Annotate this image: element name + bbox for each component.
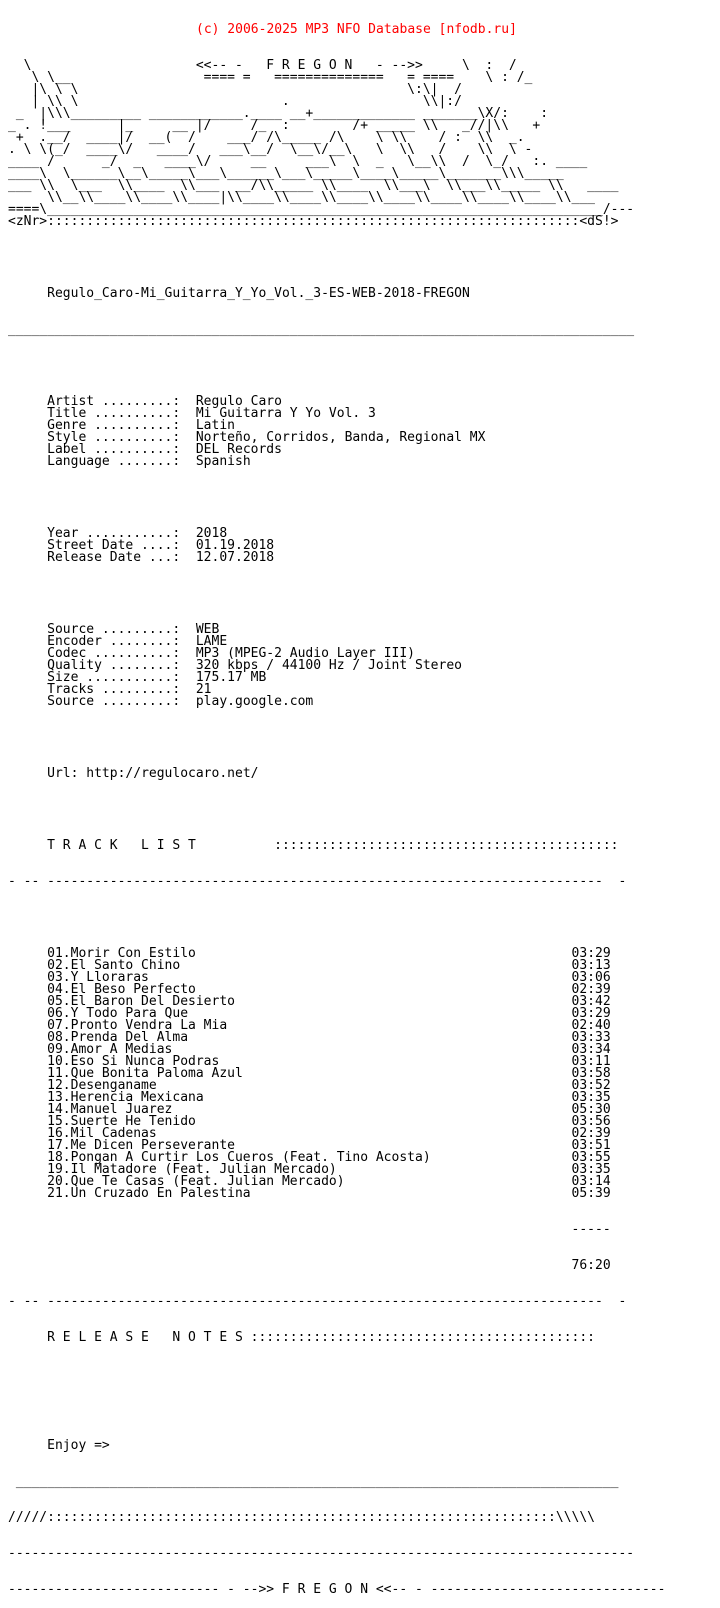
info-label: Quality ........: — [47, 658, 181, 673]
blank-line — [8, 732, 712, 744]
logo-line: _ |\\\_________ ____________.____ __+_____________ _______\X/: : — [8, 106, 549, 121]
track-time: 03:51 — [571, 1138, 611, 1153]
release-name-text: Regulo_Caro-Mi_Guitarra_Y_Yo_Vol._3-ES-WEB-2018-FREGON — [47, 286, 470, 301]
info-value: 175.17 MB — [195, 670, 267, 685]
info-value: 01.19.2018 — [195, 538, 275, 553]
info-label: Genre ..........: — [47, 418, 181, 433]
track-title: 10.Eso Si Nunca Podras — [47, 1054, 220, 1069]
track-title: 17.Me Dicen Perseverante — [47, 1138, 235, 1153]
footer-underscore: _____________________________________________________________________________ — [8, 1474, 619, 1489]
logo-line: <zNr>::::::::::::::::::::::::::::::::::::::::::::::::::::::::::::::::::::<dS!> — [8, 214, 619, 229]
total-line — [8, 1260, 712, 1272]
blank-line — [8, 1368, 712, 1380]
nfo-document — [8, 0, 712, 1608]
info-value: Norteño, Corridos, Banda, Regional MX — [195, 430, 486, 445]
total-time: 76:20 — [571, 1258, 611, 1273]
track-time: 03:06 — [571, 970, 611, 985]
track-time: 03:52 — [571, 1078, 611, 1093]
total-rule-line — [8, 1224, 712, 1236]
track-time: 03:35 — [571, 1090, 611, 1105]
track-title: 13.Herencia Mexicana — [47, 1090, 204, 1105]
info-label: Label ..........: — [47, 442, 181, 457]
track-list-dots: :::::::::::::::::::::::::::::::::::::::::::: — [274, 838, 619, 853]
track-time: 03:34 — [571, 1042, 611, 1057]
info-value: WEB — [195, 622, 220, 637]
info-label: Encoder ........: — [47, 634, 181, 649]
info-value: Mi Guitarra Y Yo Vol. 3 — [195, 406, 376, 421]
logo-line: \\__\\____\\____\\____|\\____\\____\\____\\____\\____\\____\\____\\___ — [8, 190, 595, 205]
info-value: MP3 (MPEG-2 Audio Layer III) — [195, 646, 416, 661]
track-title: 15.Suerte He Tenido — [47, 1114, 196, 1129]
footer-dashes: -------------------------------------------------------------------------------- — [8, 1546, 635, 1561]
info-value: play.google.com — [195, 694, 314, 709]
track-time: 03:42 — [571, 994, 611, 1009]
track-title: 11.Que Bonita Paloma Azul — [47, 1066, 243, 1081]
info-row — [8, 456, 712, 468]
track-title: 06.Y Todo Para Que — [47, 1006, 189, 1021]
track-time: 03:13 — [571, 958, 611, 973]
logo-line: |\ \ \ \:\| / — [8, 82, 462, 97]
track-title: 19.Il Matadore (Feat. Julian Mercado) — [47, 1162, 337, 1177]
track-time: 03:33 — [571, 1030, 611, 1045]
rule-dashed-1: - -- ----------------------------------------------------------------------- - — [8, 874, 627, 889]
track-title: 21.Un Cruzado En Palestina — [47, 1186, 251, 1201]
info-label: Style ..........: — [47, 430, 181, 445]
blank-line — [8, 804, 712, 816]
url-label: Url: — [47, 766, 79, 781]
track-time: 02:39 — [571, 1126, 611, 1141]
info-label: Year ...........: — [47, 526, 181, 541]
track-title: 01.Morir Con Estilo — [47, 946, 196, 961]
track-title: 05.El Baron Del Desierto — [47, 994, 235, 1009]
track-time: 03:11 — [571, 1054, 611, 1069]
info-row — [8, 696, 712, 708]
track-time: 03:58 — [571, 1066, 611, 1081]
track-title: 02.El Santo Chino — [47, 958, 181, 973]
release-notes-text-line — [8, 1440, 712, 1452]
blank-line — [8, 252, 712, 264]
track-title: 03.Y Lloraras — [47, 970, 149, 985]
track-title: 07.Pronto Vendra La Mia — [47, 1018, 228, 1033]
track-time: 03:56 — [571, 1114, 611, 1129]
blank-line — [8, 1404, 712, 1416]
logo-line: . \ \(_/ ____\/ ____/ ___\__/ \__\/__\ \ \\ / \\ \ - — [8, 142, 533, 157]
blank-line — [8, 492, 712, 504]
logo-line: + .__/ ____|/ __( / ___/ /\_____ /\ \ \\ / : \\ _. — [8, 130, 525, 145]
info-block-3 — [8, 624, 712, 708]
info-value: Regulo Caro — [195, 394, 282, 409]
info-label: Source .........: — [47, 622, 181, 637]
blank-line — [8, 588, 712, 600]
track-list-heading-line — [8, 840, 712, 852]
info-value: DEL Records — [195, 442, 282, 457]
info-value: Latin — [195, 418, 235, 433]
info-value: 320 kbps / 44100 Hz / Joint Stereo — [195, 658, 462, 673]
track-title: 18.Pongan A Curtir Los Cueros (Feat. Tino Acosta) — [47, 1150, 431, 1165]
info-label: Tracks .........: — [47, 682, 181, 697]
rule-dashed-2: - -- ----------------------------------------------------------------------- - — [8, 1294, 627, 1309]
info-value: 2018 — [195, 526, 228, 541]
info-label: Size ...........: — [47, 670, 181, 685]
track-time: 05:39 — [571, 1186, 611, 1201]
logo-line: ====\_______________________________________________________________________/--- — [8, 202, 635, 217]
blank-line — [8, 912, 712, 924]
info-block-1 — [8, 396, 712, 468]
track-title: 20.Que Te Casas (Feat. Julian Mercado) — [47, 1174, 345, 1189]
url-link[interactable]: http://regulocaro.net/ — [86, 766, 259, 781]
release-notes-dots: :::::::::::::::::::::::::::::::::::::::::::: — [250, 1330, 596, 1345]
rule-top: ________________________________________________________________________________ — [8, 322, 635, 337]
logo-line: ___ \\ \___ \\____ \\___ __/\\_____ \\____ \\___\ \\___\\_____ \\ ____ — [8, 178, 619, 193]
ascii-logo — [8, 60, 712, 228]
release-notes-heading-line — [8, 1332, 712, 1344]
footer-colons: /////:::::::::::::::::::::::::::::::::::::::::::::::::::::::::::::::::\\\\\ — [8, 1510, 595, 1525]
total-rule: ----- — [571, 1222, 611, 1237]
logo-line: | \\ \ . \\|:/ — [8, 94, 462, 109]
url-line — [8, 768, 712, 780]
track-title: 12.Desenganame — [47, 1078, 157, 1093]
info-label: Codec ..........: — [47, 646, 181, 661]
track-row — [8, 1188, 712, 1200]
logo-line: ____ / _/ _ ____\/ __ ___\ \ _ \__\\ / \_/ :. ____ — [8, 154, 588, 169]
info-row — [8, 552, 712, 564]
info-value: LAME — [195, 634, 228, 649]
info-value: Spanish — [195, 454, 251, 469]
track-time: 03:55 — [571, 1150, 611, 1165]
info-label: Language .......: — [47, 454, 181, 469]
logo-line: \ \__ ==== = ============== = ==== \ : /_ — [8, 70, 533, 85]
track-time: 02:39 — [571, 982, 611, 997]
blank-line — [8, 360, 712, 372]
track-time: 03:29 — [571, 1006, 611, 1021]
info-label: Source .........: — [47, 694, 181, 709]
track-title: 08.Prenda Del Alma — [47, 1030, 189, 1045]
track-time: 03:35 — [571, 1162, 611, 1177]
logo-line: ____\ \______\__\_____\___\______\___\_____\____\_____\_______\\\_____ — [8, 166, 564, 181]
info-label: Title ..........: — [47, 406, 181, 421]
track-list-heading: T R A C K L I S T — [47, 838, 196, 853]
track-title: 04.El Beso Perfecto — [47, 982, 196, 997]
logo-line: _ . !___ |_ __ |/ /_ : /+ _____ \\ _//|\\ + — [8, 118, 541, 133]
footer-fregon: --------------------------- - -->> F R E G O N <<-- - ------------------------------ — [8, 1582, 666, 1597]
track-title: 09.Amor A Medias — [47, 1042, 173, 1057]
info-value: 21 — [195, 682, 212, 697]
info-label: Street Date ....: — [47, 538, 181, 553]
release-name — [8, 288, 712, 300]
track-time: 03:14 — [571, 1174, 611, 1189]
track-list — [8, 948, 712, 1200]
track-time: 05:30 — [571, 1102, 611, 1117]
track-title: 14.Manuel Juarez — [47, 1102, 173, 1117]
track-time: 02:40 — [571, 1018, 611, 1033]
info-label: Artist .........: — [47, 394, 181, 409]
info-label: Release Date ...: — [47, 550, 181, 565]
track-title: 16.Mil Cadenas — [47, 1126, 157, 1141]
release-notes-heading: R E L E A S E N O T E S — [47, 1330, 243, 1345]
logo-line: \ <<-- - F R E G O N - -->> \ : / — [8, 58, 517, 73]
track-time: 03:29 — [571, 946, 611, 961]
info-block-2 — [8, 528, 712, 564]
info-value: 12.07.2018 — [195, 550, 275, 565]
copyright-header: (c) 2006-2025 MP3 NFO Database [nfodb.ru] — [196, 22, 517, 37]
release-notes-text: Enjoy => — [47, 1438, 110, 1453]
